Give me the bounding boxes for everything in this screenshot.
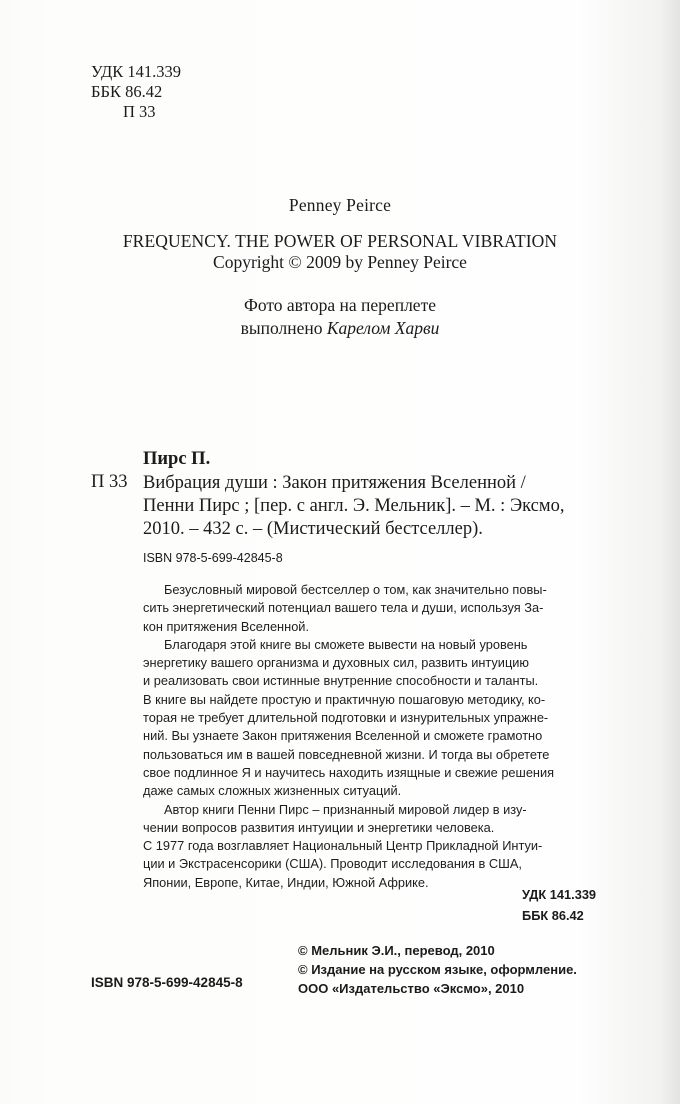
biblio-line: Пенни Пирс ; [пер. с англ. Э. Мельник]. – М. : Эксмо, — [143, 496, 565, 516]
photo-credit-line-1: Фото автора на переплете — [244, 295, 436, 315]
annotation-line: сить энергетический потенциал вашего тела и души, используя За- — [143, 600, 544, 616]
classification-codes — [91, 62, 181, 122]
rights-line: ООО «Издательство «Эксмо», 2010 — [298, 981, 525, 996]
original-author: Penney Peirce — [288, 195, 392, 215]
photo-credit-prefix: выполнено — [240, 318, 323, 338]
copyright-line: Copyright © 2009 by Penney Peirce — [213, 252, 467, 272]
isbn-footer: ISBN 978-5-699-42845-8 — [91, 975, 243, 990]
annotation-line: Благодаря этой книге вы сможете вывести на новый уровень — [164, 636, 528, 652]
annotation-line: даже самых сложных жизненных ситуаций. — [143, 783, 402, 799]
annotation-line: ний. Вы узнаете Закон притяжения Вселенной и сможете грамотно — [143, 728, 543, 744]
biblio-line: Вибрация души : Закон притяжения Вселенной / — [143, 473, 526, 493]
photo-credit-line-2 — [0, 318, 680, 339]
isbn-catalog: ISBN 978-5-699-42845-8 — [143, 551, 283, 565]
annotation — [143, 581, 623, 892]
original-title: FREQUENCY. THE POWER OF PERSONAL VIBRATION — [122, 231, 558, 251]
annotation-line: С 1977 года возглавляет Национальный Центр Прикладной Интуи- — [143, 838, 543, 854]
annotation-line: Автор книги Пенни Пирс – признанный мировой лидер в изу- — [164, 801, 527, 817]
annotation-line: чении вопросов развития интуиции и энергетики человека. — [143, 819, 495, 835]
rights-line: © Мельник Э.И., перевод, 2010 — [298, 943, 495, 958]
footer-bbk: ББК 86.42 — [522, 908, 584, 923]
annotation-line: торая не требует длительной подготовки и изнурительных упражне- — [143, 710, 549, 726]
annotation-line: пользоваться им в вашей повседневной жизни. И тогда вы обретете — [143, 746, 550, 762]
annotation-line: В книге вы найдете простую и практичную пошаговую методику, ко- — [143, 691, 546, 707]
photographer-name: Карелом Харви — [326, 318, 440, 338]
catalog-author: Пирс П. — [143, 449, 211, 469]
annotation-line: кон притяжения Вселенной. — [143, 618, 310, 634]
footer-udk: УДК 141.339 — [522, 887, 597, 902]
annotation-line: энергетику вашего организма и духовных сил, развить интуицию — [143, 655, 530, 671]
bbk-code: ББК 86.42 — [91, 82, 163, 101]
annotation-line: ции и Экстрасенсорики (США). Проводит исследования в США, — [143, 856, 522, 872]
author-mark: П 33 — [123, 102, 156, 121]
annotation-line: Японии, Европе, Китае, Индии, Южной Африке. — [143, 874, 429, 890]
rights-line: © Издание на русском языке, оформление. — [298, 962, 577, 977]
annotation-line: Безусловный мировой бестселлер о том, как значительно повы- — [164, 582, 547, 597]
footer-codes — [522, 884, 596, 926]
annotation-line: и реализовать свои истинные внутренние способности и таланты. — [143, 673, 539, 689]
catalog-mark: П 33 — [91, 472, 128, 492]
bibliographic-entry — [143, 472, 598, 541]
annotation-line: свое подлинное Я и научитесь находить изящные и свежие решения — [143, 764, 555, 780]
biblio-line: 2010. – 432 с. – (Мистический бестселлер). — [143, 519, 483, 539]
udk-code: УДК 141.339 — [91, 62, 182, 81]
rights-block — [298, 941, 577, 998]
